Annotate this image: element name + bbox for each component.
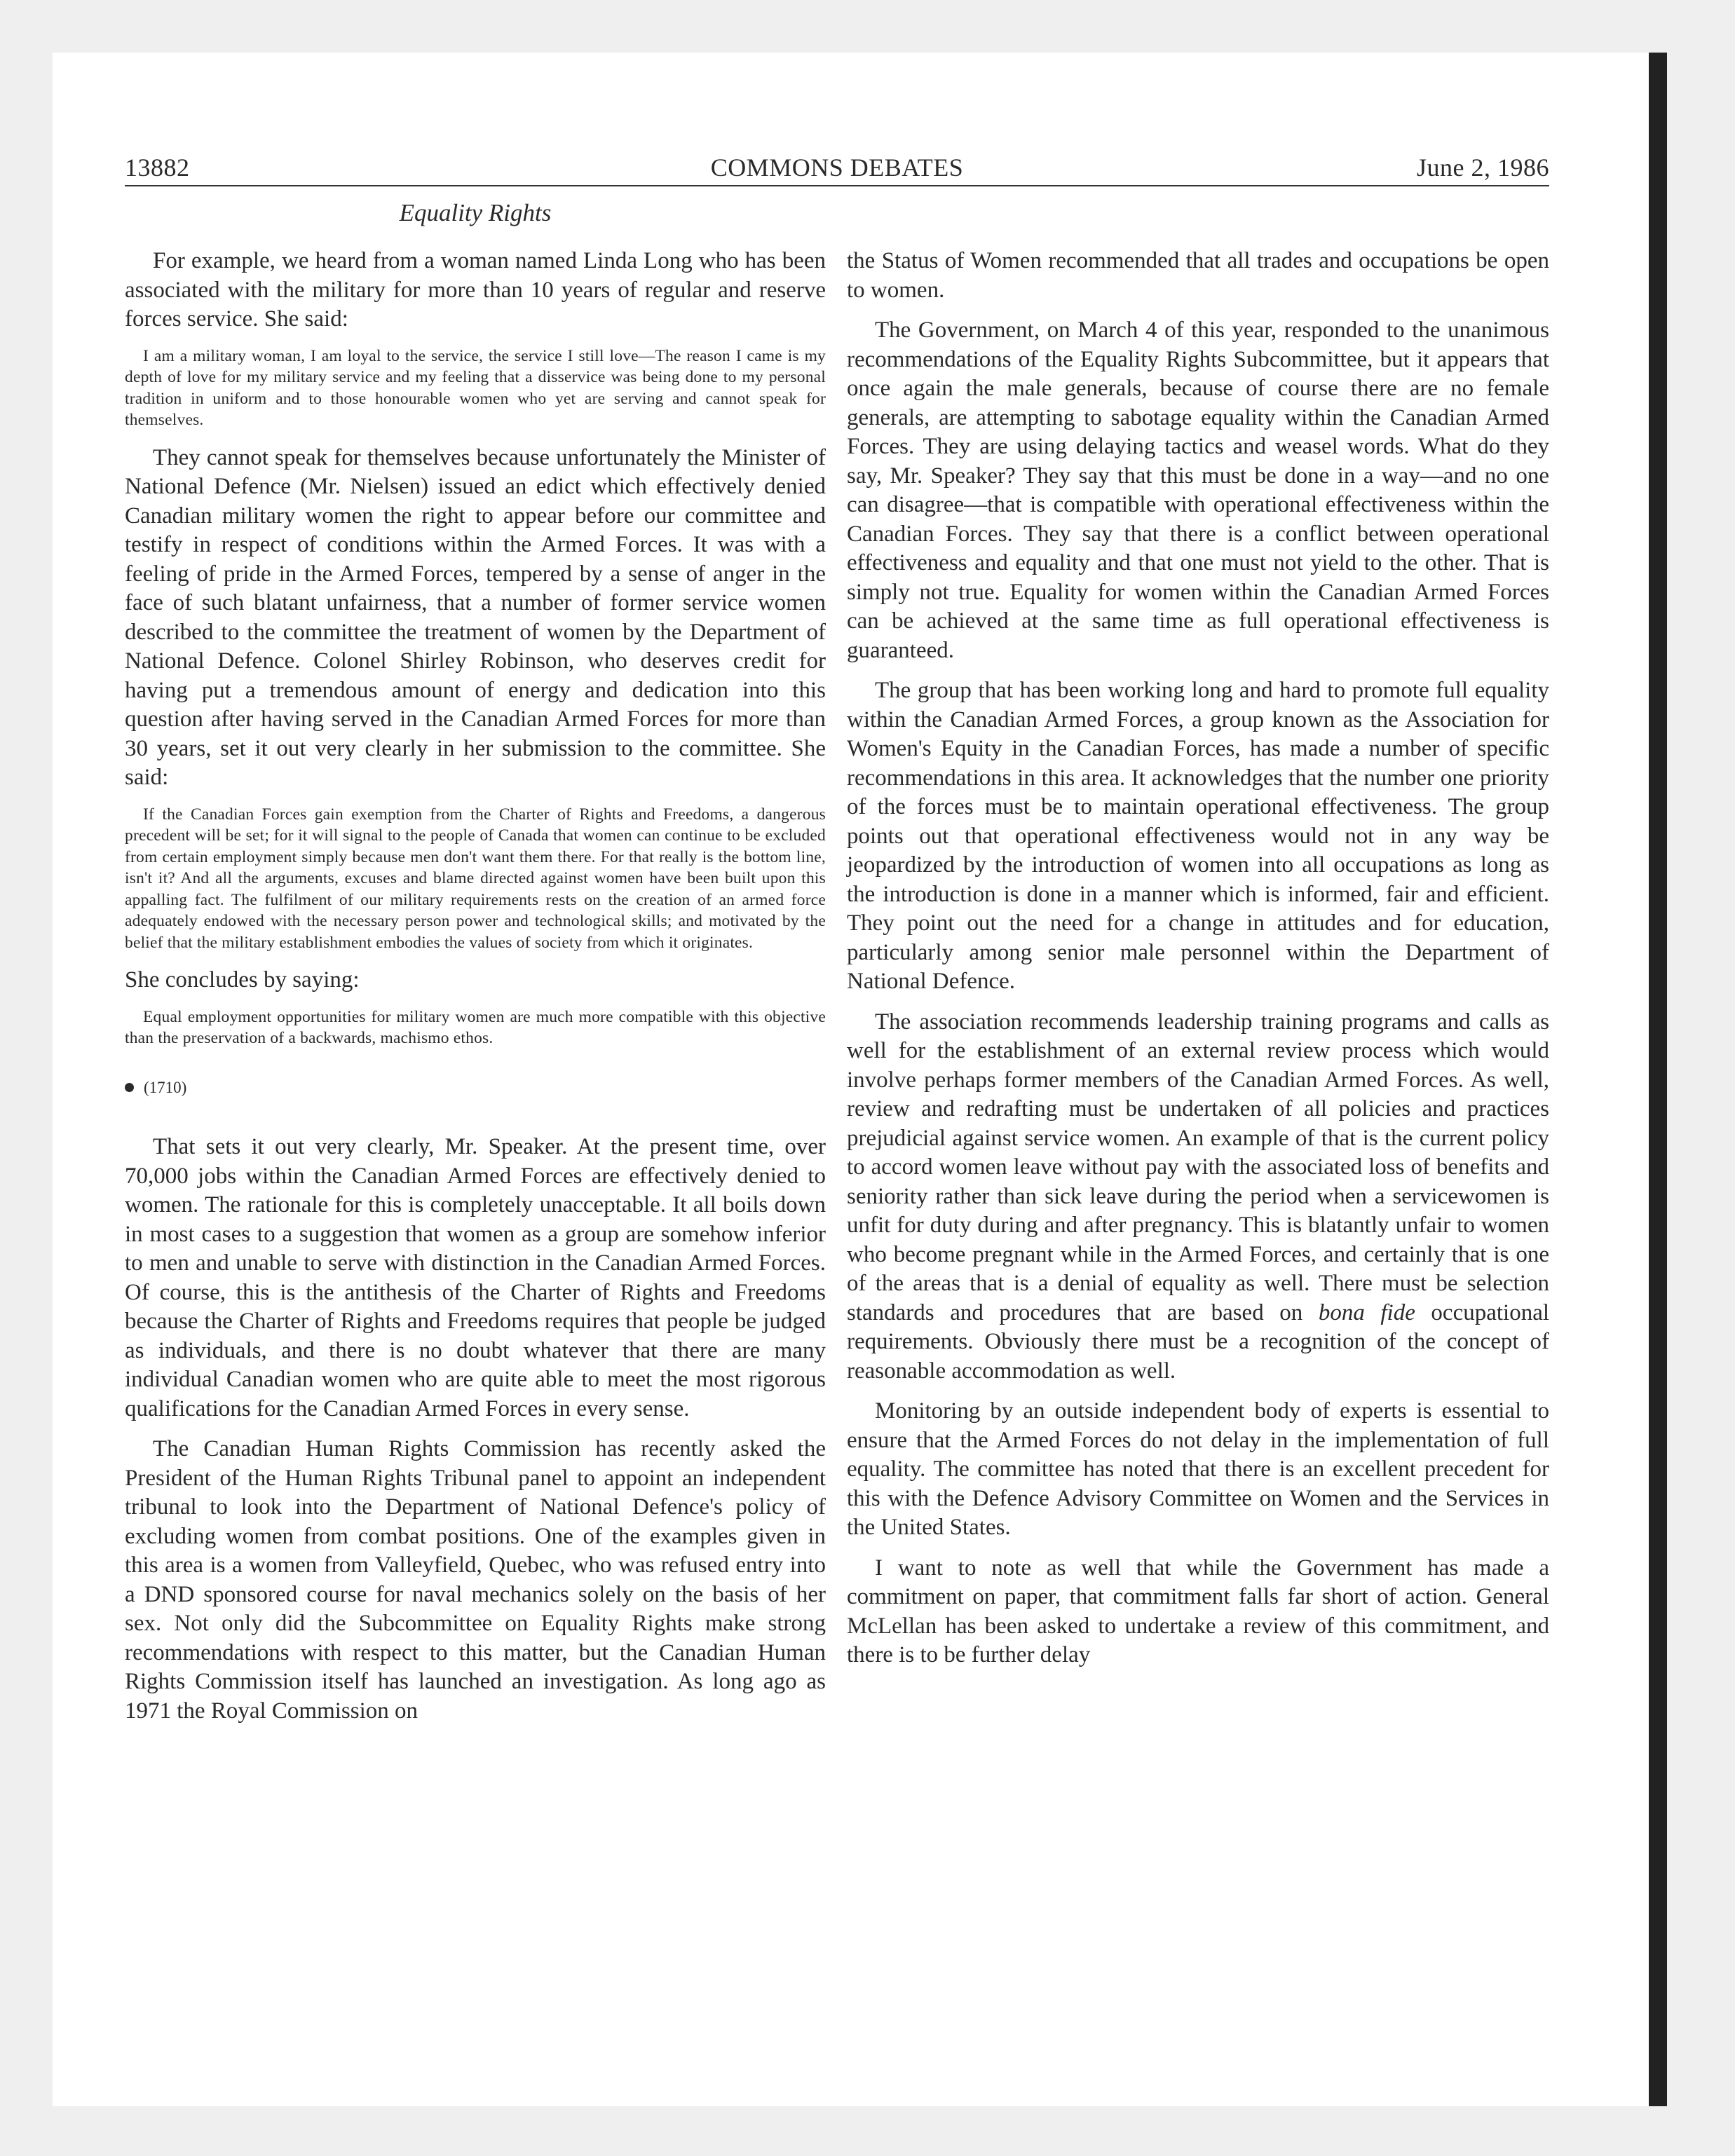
page-date: June 2, 1986 bbox=[1417, 153, 1549, 182]
paragraph-text: The association recommends leadership training programs and calls as well for the establishment of an external review process which would involve perhaps former members of the Canadian Armed Forces. As well, review and redrafting must be undertaken of all policies and practices prejudicial against service women. An example of that is the current policy to accord women leave without pay with the associated loss of benefits and seniority rather than sick leave during the period when a servicewomen is unfit for duty during and after pregnancy. This is blatantly unfair to women who become pregnant while in the Armed Forces, and certainly that is one of the areas that is a denial of equality as well. There must be selection standards and procedures that are based on bbox=[847, 1009, 1549, 1325]
paragraph: the Status of Women recommended that all trades and occupations be open to women. bbox=[847, 248, 1549, 303]
block-quote: If the Canadian Forces gain exemption from the Charter of Rights and Freedoms, a dangerous precedent will be set; for it will signal to the people of Canada that women can continue to be excluded from certain employment simply because men don't want them there. For that really is the bottom line, isn't it? And all the arguments, excuses and blame directed against women have been built upon this appalling fact. The fulfilment of our military requirements rests on the creation of an armed force adequately endowed with the necessary person power and technological skills; and motivated by the belief that the military establishment embodies the values of society from which it originates. bbox=[125, 805, 826, 952]
block-quote: I am a military woman, I am loyal to the service, the service I still love—The reason I came is my depth of love for my military service and my feeling that a disservice was being done to my personal tradition in uniform and to those honourable women who yet are serving and cannot speak for themselves. bbox=[125, 346, 826, 429]
italic-term: bona fide bbox=[1318, 1299, 1415, 1325]
paragraph: I want to note as well that while the Government has made a commitment on paper, that commitment falls far short of action. General McLellan has been asked to undertake a review of this commitment, and there is to be further delay bbox=[847, 1555, 1549, 1667]
section-title: Equality Rights bbox=[399, 199, 552, 226]
block-quote: Equal employment opportunities for military women are much more compatible with this objective than the preservation of a backwards, machismo ethos. bbox=[125, 1007, 826, 1047]
paragraph-text: occupational requirements. Obviously there must be a recognition of the concept of reasonable accommodation as well. bbox=[847, 1299, 1550, 1384]
paragraph: The Government, on March 4 of this year, responded to the unanimous recommendations of the Equality Rights Subcommittee, but it appears that once again the male generals, because of course there are no female generals, are attempting to sabotage equality within the Canadian Armed Forces. They are using delaying tactics and weasel words. What do they say, Mr. Speaker? They say that this must be done in a way—and no one can disagree—that is compatible with operational effectiveness within the Canadian Forces. They say that there is a conflict between operational effectiveness and equality and that one must not yield to the other. That is simply not true. Equality for women within the Canadian Armed Forces can be achieved at the same time as full operational effectiveness is guaranteed. bbox=[847, 318, 1549, 663]
paragraph: Monitoring by an outside independent body of experts is essential to ensure that the Armed Forces do not delay in the implementation of full equality. The committee has noted that there is an excellent precedent for this with the Defence Advisory Committee on Women and the Services in the United States. bbox=[847, 1398, 1549, 1540]
paragraph: They cannot speak for themselves because unfortunately the Minister of National Defence (Mr. Nielsen) issued an edict which effectively denied Canadian military women the right to appear before our committee and testify in respect of conditions within the Armed Forces. It was with a feeling of pride in the Armed Forces, tempered by a sense of anger in the face of such blatant unfairness, that a number of former service women described to the committee the treatment of women by the Department of National Defence. Colonel Shirley Robinson, who deserves credit for having put a tremendous amount of energy and dedication into this question after having served in the Canadian Armed Forces for more than 30 years, set it out very clearly in her submission to the committee. She said: bbox=[125, 444, 826, 790]
bullet-icon bbox=[125, 1083, 134, 1092]
paragraph bbox=[847, 1008, 1549, 1386]
paragraph: For example, we heard from a woman named Linda Long who has been associated with the military for more than 10 years of regular and reserve forces service. She said: bbox=[125, 248, 826, 332]
paragraph: The Canadian Human Rights Commission has recently asked the President of the Human Rights Tribunal panel to appoint an independent tribunal to look into the Department of National Defence's policy of excluding women from combat positions. One of the examples given in this area is a women from Valleyfield, Quebec, who was refused entry into a DND sponsored course for naval mechanics solely on the basis of her sex. Not only did the Subcommittee on Equality Rights make strong recommendations with respect to this matter, but the Canadian Human Rights Commission itself has launched an investigation. As long ago as 1971 the Royal Commission on bbox=[125, 1436, 826, 1724]
paragraph: That sets it out very clearly, Mr. Speaker. At the present time, over 70,000 jobs within the Canadian Armed Forces are effectively denied to women. The rationale for this is completely unacceptable. It all boils down in most cases to a suggestion that women as a group are somehow inferior to men and unable to serve with distinction in the Canadian Armed Forces. Of course, this is the antithesis of the Charter of Rights and Freedoms because the Charter of Rights and Freedoms requires that people be judged as individuals, and there is no doubt whatever that there are many individual Canadian women who are quite able to meet the most rigorous qualifications for the Canadian Armed Forces in every sense. bbox=[125, 1134, 826, 1421]
paragraph: She concludes by saying: bbox=[125, 967, 360, 992]
right-column bbox=[847, 247, 1549, 1681]
scan-edge-bar bbox=[1649, 53, 1667, 2106]
page-header bbox=[125, 153, 1549, 186]
time-marker bbox=[125, 1073, 826, 1103]
left-column bbox=[125, 247, 826, 1737]
time-marker-label: (1710) bbox=[144, 1078, 187, 1096]
publication-title: COMMONS DEBATES bbox=[710, 153, 964, 182]
paragraph: The group that has been working long and hard to promote full equality within the Canadian Armed Forces, a group known as the Association for Women's Equity in the Canadian Forces, has made a number of specific recommendations in this area. It acknowledges that the number one priority of the forces must be to maintain operational effectiveness. The group points out that operational effectiveness would not in any way be jeopardized by the introduction of women into all occupations as long as the introduction is done in a manner which is informed, fair and efficient. They point out the need for a change in attitudes and for education, particularly among senior male personnel within the Department of National Defence. bbox=[847, 678, 1549, 994]
page-number: 13882 bbox=[125, 153, 190, 182]
